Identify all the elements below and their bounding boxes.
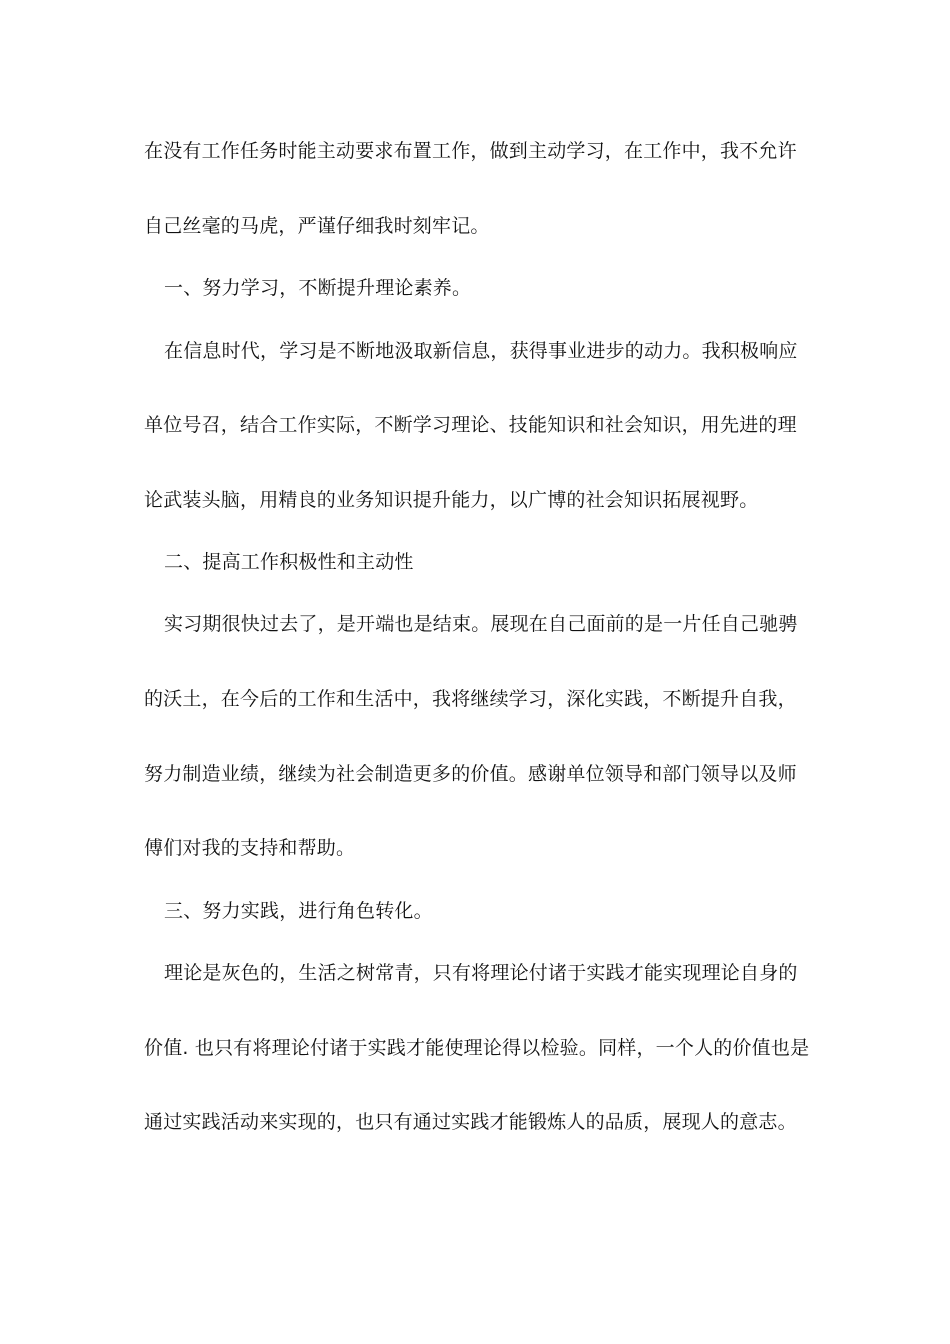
paragraph-line: 论武装头脑，用精良的业务知识提升能力，以广博的社会知识拓展视野。 <box>144 489 759 511</box>
paragraph-line: 通过实践活动来实现的，也只有通过实践才能锻炼人的品质，展现人的意志。 <box>144 1111 797 1133</box>
paragraph-line: 自己丝毫的马虎，严谨仔细我时刻牢记。 <box>144 215 490 237</box>
paragraph-line: 实习期很快过去了，是开端也是结束。展现在自己面前的是一片任自己驰骋 <box>164 613 798 635</box>
paragraph-line: 傅们对我的支持和帮助。 <box>144 837 356 859</box>
paragraph-line: 在没有工作任务时能主动要求布置工作，做到主动学习，在工作中，我不允许 <box>144 140 797 162</box>
paragraph-line: 理论是灰色的，生活之树常青，只有将理论付诸于实践才能实现理论自身的 <box>164 962 798 984</box>
section-heading: 二、提高工作积极性和主动性 <box>164 551 414 573</box>
paragraph-line: 单位号召，结合工作实际，不断学习理论、技能知识和社会知识，用先进的理 <box>144 414 797 436</box>
section-heading: 一、努力学习，不断提升理论素养。 <box>164 277 472 299</box>
paragraph-line: 的沃土，在今后的工作和生活中，我将继续学习，深化实践，不断提升自我， <box>144 688 797 710</box>
paragraph-line: 在信息时代，学习是不断地汲取新信息，获得事业进步的动力。我积极响应 <box>164 340 798 362</box>
paragraph-line: 价值. 也只有将理论付诸于实践才能使理论得以检验。同样，一个人的价值也是 <box>144 1037 810 1059</box>
paragraph-line: 努力制造业绩，继续为社会制造更多的价值。感谢单位领导和部门领导以及师 <box>144 763 797 785</box>
section-heading: 三、努力实践，进行角色转化。 <box>164 900 433 922</box>
